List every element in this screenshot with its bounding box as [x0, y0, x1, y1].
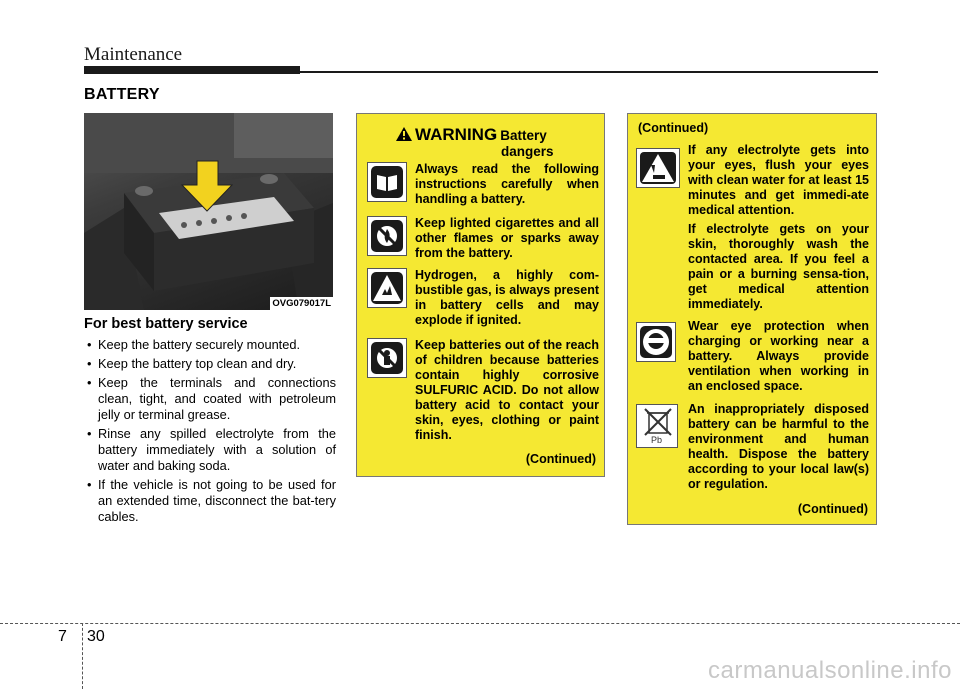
keep-away-children-icon [367, 338, 407, 378]
warning-text-hydrogen: Hydrogen, a highly com-bustible gas, is always present in battery cells and may explode if ignited. [415, 268, 599, 327]
chapter-header-title: Maintenance [84, 44, 183, 65]
continued-text-eyes: If any electrolyte gets into your eyes, flush your eyes with clean water for at least 15 minutes and get immedi-ate medical attention. [688, 143, 869, 217]
no-flame-icon [367, 216, 407, 256]
header-bar [84, 66, 300, 74]
explosion-icon [367, 268, 407, 308]
warning-triangle-icon [395, 126, 413, 142]
warning-text-read: Always read the following instructions carefully when handling a battery. [415, 162, 599, 206]
watermark: carmanualsonline.info [708, 657, 952, 684]
header-rule [300, 71, 878, 73]
book-icon [367, 162, 407, 202]
battery-illustration [84, 113, 333, 310]
continued-text-protection: Wear eye protection when charging or working near a battery. Always provide ventilation when working in an enclosed space. [688, 319, 869, 393]
continued-text-disposal: An inappropriately disposed battery can be harmful to the environment and human health. Dispose the battery according to your local law(s) or regulation. [688, 402, 869, 491]
list-item: • Keep the battery securely mounted. [84, 337, 336, 353]
pb-label: Pb [651, 435, 663, 445]
continued-text-skin: If electrolyte gets on your skin, thoroughly wash the contacted area. If you feel a pain or a burning sensa-tion, get medical attention immediately. [688, 222, 869, 311]
list-item: • If the vehicle is not going to be used for an extended time, disconnect the bat-tery cables. [84, 477, 336, 525]
continued-end-label: (Continued) [797, 502, 868, 516]
footer-divider [0, 623, 960, 624]
list-item: • Keep the terminals and connections clean, tight, and coated with petroleum jelly or terminal grease. [84, 375, 336, 423]
warning-box [356, 113, 605, 477]
continued-label: (Continued) [638, 121, 709, 135]
warning-word: WARNING [415, 125, 498, 144]
eye-protection-icon [636, 322, 676, 362]
service-heading: For best battery service [84, 316, 248, 332]
continued-warning-box [627, 113, 877, 525]
warning-continued: (Continued) [525, 452, 596, 466]
list-item: • Rinse any spilled electrolyte from the battery immediately with a solution of water and baking soda. [84, 426, 336, 474]
section-title: BATTERY [84, 86, 160, 103]
list-item: • Keep the battery top clean and dry. [84, 356, 336, 372]
recycle-bin-icon [636, 404, 678, 448]
warning-subtitle-2: dangers [501, 144, 554, 159]
battery-photo [84, 113, 333, 310]
warning-subtitle: - Battery [492, 128, 547, 143]
chapter-number: 7 [58, 628, 67, 645]
acid-hazard-icon [636, 148, 680, 188]
photo-code: OVG079017L [272, 298, 331, 309]
warning-text-children: Keep batteries out of the reach of children because batteries contain highly corrosive SULFURIC ACID. Do not allow battery acid to contact your skin, eyes, clothing or paint finish. [415, 338, 599, 442]
warning-text-flames: Keep lighted cigarettes and all other flames or sparks away from the battery. [415, 216, 599, 260]
service-list [84, 337, 336, 528]
footer-vertical-divider [82, 623, 83, 689]
page-number: 30 [87, 628, 105, 645]
